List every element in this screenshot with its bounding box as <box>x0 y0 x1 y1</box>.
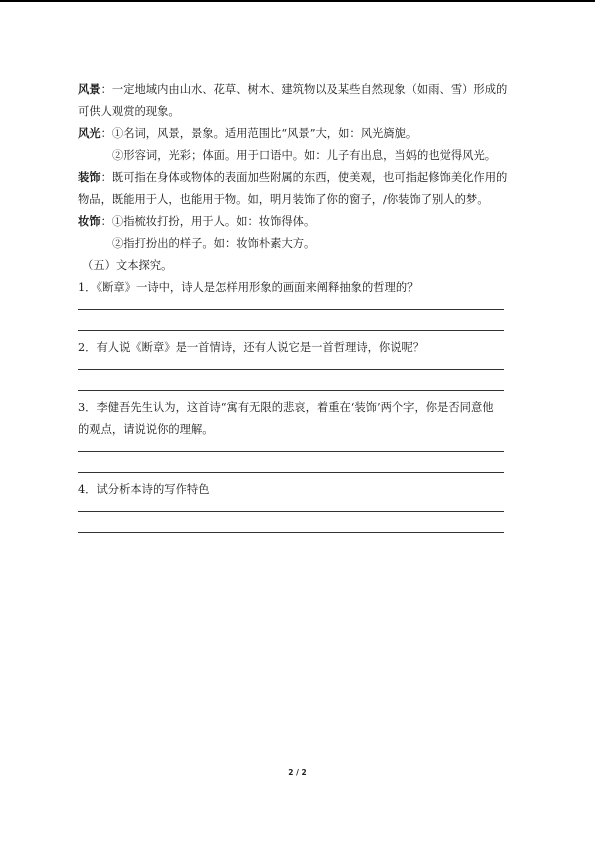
document-body <box>78 79 540 533</box>
definition-zhuangshi-makeup <box>78 211 540 255</box>
term-label: 装饰 <box>78 171 101 184</box>
answer-line[interactable] <box>78 359 540 370</box>
answer-line[interactable] <box>78 462 540 473</box>
question-3 <box>78 397 540 473</box>
term-label: 风光 <box>78 127 101 140</box>
definition-fengguang <box>78 123 540 167</box>
header-rule <box>0 0 595 2</box>
definition-text: ：既可指在身体或物体的表面加些附属的东西，使美观，也可指起修饰美化作用的 <box>100 171 508 184</box>
question-text: 3．李健吾先生认为，这首诗“寓有无限的悲哀，着重在‘装饰’两个字，你是否同意他 <box>78 401 494 414</box>
answer-line[interactable] <box>78 299 540 310</box>
definition-subsense: ②形容词，光彩；体面。用于口语中。如：儿子有出息，当妈的也觉得风光。 <box>112 149 497 162</box>
question-4 <box>78 479 540 533</box>
term-label: 妆饰 <box>78 215 101 228</box>
section-title: （五）文本探究。 <box>82 259 173 272</box>
answer-line[interactable] <box>78 380 540 391</box>
definition-text: ：一定地域内由山水、花草、树木、建筑物以及某些自然现象（如雨、雪）形成的 <box>100 83 508 96</box>
question-1 <box>78 277 540 331</box>
term-label: 风景 <box>78 83 101 96</box>
question-text: 2．有人说《断章》是一首情诗，还有人说它是一首哲理诗，你说呢？ <box>78 341 425 354</box>
question-text: 4．试分析本诗的写作特色 <box>78 483 210 496</box>
definition-text: 可供人观赏的现象。 <box>78 105 180 118</box>
answer-line[interactable] <box>78 320 540 331</box>
question-text-continued: 的观点，请说说你的理解。 <box>78 423 214 436</box>
definition-zhuangshi <box>78 167 540 211</box>
question-2 <box>78 337 540 391</box>
definition-text: ：①名词，风景，景象。适用范围比“风景”大，如：风光旖旎。 <box>100 127 418 140</box>
definition-text: ：①指梳妆打扮，用于人。如：妆饰得体。 <box>100 215 316 228</box>
definition-subsense: ②指打扮出的样子。如：妆饰朴素大方。 <box>112 237 316 250</box>
definition-fengjing <box>78 79 540 123</box>
answer-line[interactable] <box>78 501 540 512</box>
question-text: 1．《断章》一诗中，诗人是怎样用形象的画面来阐释抽象的哲理的？ <box>78 281 419 294</box>
answer-line[interactable] <box>78 441 540 452</box>
definition-text: 物品，既能用于人，也能用于物。如，明月装饰了你的窗子，/你装饰了别人的梦。 <box>78 193 489 206</box>
answer-line[interactable] <box>78 522 540 533</box>
page-number: 2 / 2 <box>288 768 307 777</box>
